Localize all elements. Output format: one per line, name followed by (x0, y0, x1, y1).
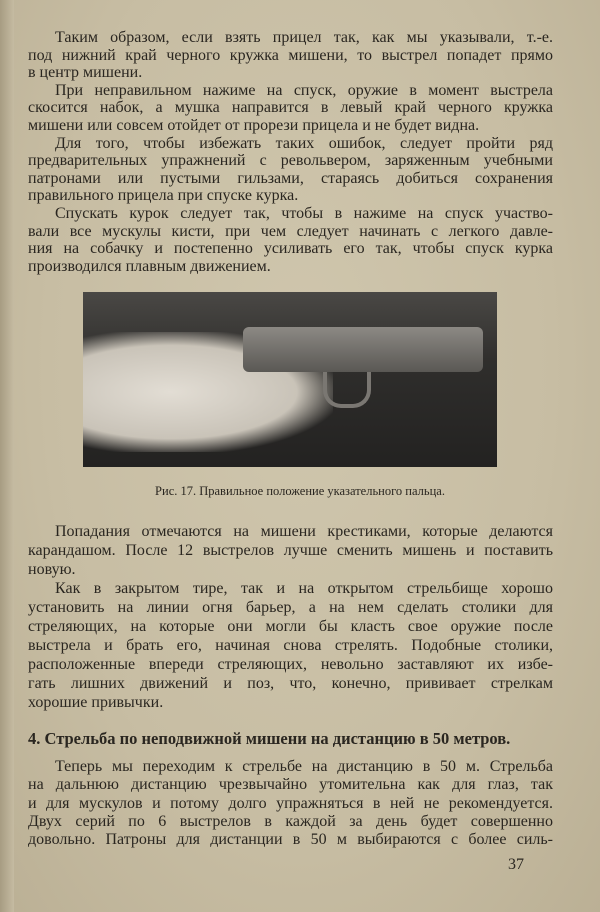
text-line: производился плавным движением. (28, 257, 271, 275)
text-line: Двух серий по 6 выстрелов в каждой за день будет совершенно (28, 812, 553, 830)
text-line: под нижний край черного кружка мишени, то выстрел попадет прямо (28, 46, 553, 64)
paragraph (28, 205, 553, 275)
text-line: гать лишних движений и поз, что, конечно, прививает стрелкам (28, 675, 553, 692)
text-line: хорошие привычки. (28, 694, 164, 711)
text-line: расположенные впереди стреляющих, невольно заставляют их избе- (28, 656, 553, 673)
text-line: Теперь мы переходим к стрельбе на дистанцию в 50 м. Стрельба (55, 758, 553, 775)
text-block-top (28, 29, 553, 275)
text-line: вали все мускулы кисти, при чем следует начинать с легкого давле- (28, 222, 553, 240)
trigger-guard-shape (323, 372, 371, 408)
text-line: Попадания отмечаются на мишени крестиками, которые делаются (55, 523, 553, 540)
paragraph (28, 758, 553, 849)
paragraph (28, 579, 553, 712)
text-line: на дальнюю дистанцию чрезвычайно утомительна как для глаз, так (28, 776, 553, 794)
paragraph (28, 29, 553, 82)
text-block-bottom (28, 758, 553, 849)
figure-photo-hand-with-revolver (83, 292, 497, 467)
paragraph (28, 522, 553, 579)
text-line: установить на линии огня барьер, а на нем сделать столики для (28, 599, 553, 616)
text-line: Как в закрытом тире, так и на открытом стрельбище хорошо (55, 580, 553, 597)
page-edge (0, 0, 14, 912)
text-line: Таким образом, если взять прицел так, как мы указывали, т.-е. (55, 29, 553, 46)
text-line: и для мускулов и потому долго упражняться в ней не рекомендуется. (28, 794, 553, 812)
figure-caption: Рис. 17. Правильное положение указательного пальца. (155, 484, 445, 498)
text-line: скосится набок, а мушка направится в левый край черного кружка (28, 99, 553, 117)
text-line: предварительных упражнений с револьвером, заряженным учебными (28, 152, 553, 170)
text-line: карандашом. После 12 выстрелов лучше сменить мишень и поставить (28, 542, 553, 559)
paragraph (28, 82, 553, 135)
text-line: При неправильном нажиме на спуск, оружие в момент выстрела (55, 81, 553, 99)
text-line: мишени или совсем отойдет от прорези прицела и не будет видна. (28, 116, 480, 134)
text-line: ния на собачку и постепенно усиливать его так, чтобы спуск курка (28, 240, 553, 258)
text-line: в центр мишени. (28, 64, 143, 82)
revolver-shape (243, 327, 483, 372)
page-number: 37 (508, 856, 524, 873)
section-heading: 4. Стрельба по неподвижной мишени на дистанцию в 50 метров. (28, 729, 511, 748)
text-line: довольно. Патроны для дистанции в 50 м выбираются с более силь- (28, 831, 553, 849)
paragraph (28, 135, 553, 205)
text-line: патронами или пустыми гильзами, стараясь добиться сохранения (28, 169, 553, 187)
text-line: Для того, чтобы избежать таких ошибок, следует пройти ряд (55, 134, 553, 152)
text-line: стреляющих, на которые они могли бы класть свое оружие после (28, 618, 553, 635)
text-line: Спускать курок следует так, чтобы в нажиме на спуск участво- (55, 204, 553, 222)
text-line: новую. (28, 561, 76, 578)
text-line: правильного прицела при спуске курка. (28, 187, 299, 205)
text-block-middle (28, 522, 553, 712)
text-line: выстрела и брать его, начиная снова стрелять. Подобные столики, (28, 637, 553, 654)
